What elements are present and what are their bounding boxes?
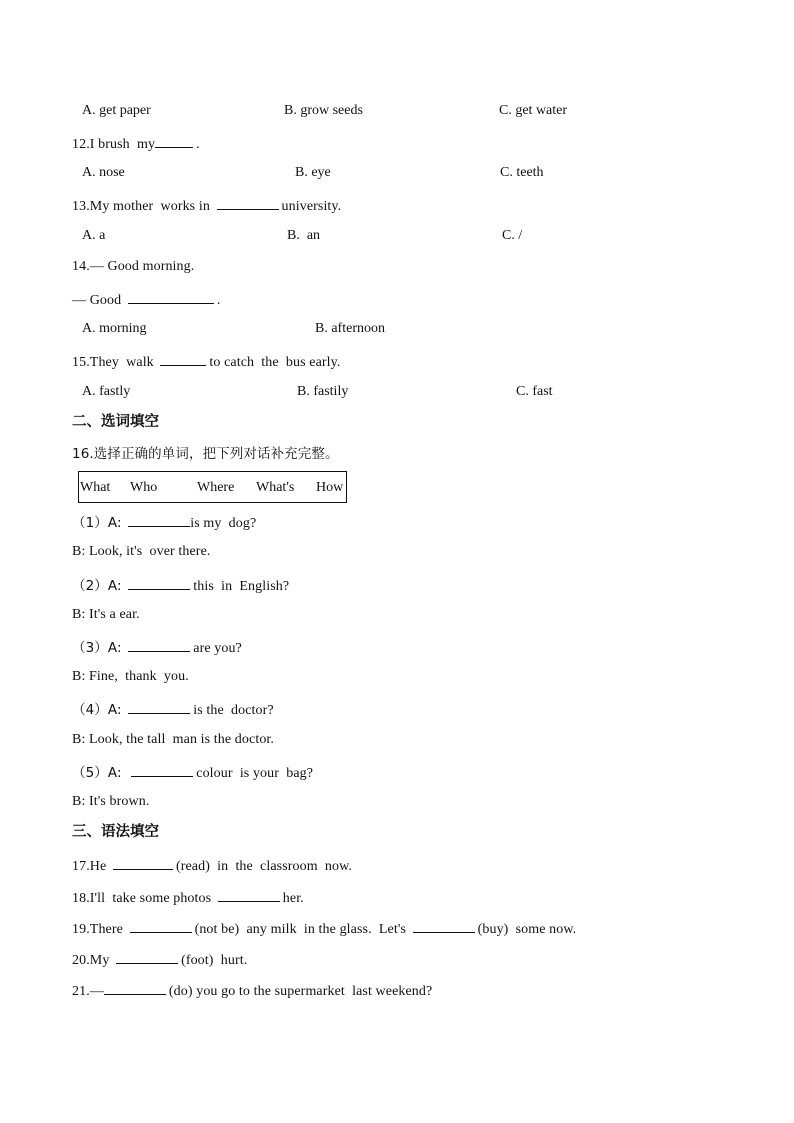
answer-blank xyxy=(104,979,166,995)
q18 xyxy=(72,886,304,909)
q15-stem-text: 15.They walk xyxy=(72,355,154,370)
q21 xyxy=(72,979,432,1002)
item-text: are you? xyxy=(193,641,242,656)
q18-text: 18.I'll take some photos xyxy=(72,891,212,906)
item-text: is my dog? xyxy=(190,516,257,531)
q17-text: 17.He xyxy=(72,859,107,874)
q13-option-b: B. an xyxy=(287,228,321,243)
item-number: （3）A: xyxy=(72,640,122,656)
q12-option-c: C. teeth xyxy=(500,165,544,180)
answer-blank xyxy=(128,511,190,527)
q16-reply: B: Look, the tall man is the doctor. xyxy=(72,732,275,747)
word-bank-word: What's xyxy=(256,480,295,495)
q11-option-b: B. grow seeds xyxy=(284,103,363,118)
q12-option-b: B. eye xyxy=(295,165,331,180)
q19-text-mid: (not be) any milk in the glass. Let's xyxy=(194,922,406,937)
item-text: is the doctor? xyxy=(193,703,274,718)
q15-option-c: C. fast xyxy=(516,384,553,399)
item-text: this in English? xyxy=(193,579,290,594)
q15-option-a: A. fastly xyxy=(82,384,131,399)
q14-stem: 14.— Good morning. xyxy=(72,259,195,274)
q18-text-end: her. xyxy=(282,891,304,906)
q14-reply-text: — Good xyxy=(72,293,122,308)
item-number: （4）A: xyxy=(72,702,122,718)
word-bank-box xyxy=(78,471,347,503)
item-number: （5）A: xyxy=(72,765,122,781)
word-bank-word: Who xyxy=(130,480,158,495)
q13-option-a: A. a xyxy=(82,228,106,243)
q16-item xyxy=(72,698,274,721)
q20 xyxy=(72,948,247,971)
answer-blank xyxy=(160,350,206,366)
answer-blank xyxy=(131,761,193,777)
q12-stem xyxy=(72,132,200,155)
q14-option-b: B. afternoon xyxy=(315,321,385,336)
q21-text: 21.— xyxy=(72,984,104,999)
answer-blank xyxy=(113,854,173,870)
q11-option-c: C. get water xyxy=(499,103,568,118)
q12-stem-end: . xyxy=(196,137,200,152)
q16-reply: B: Look, it's over there. xyxy=(72,544,211,559)
answer-blank xyxy=(217,194,279,210)
q12-stem-text: 12.I brush my xyxy=(72,137,156,152)
q15-stem xyxy=(72,350,340,373)
item-number: （1）A: xyxy=(72,515,122,531)
q16-item xyxy=(72,511,256,534)
section-heading-word-fill: 二、选词填空 xyxy=(72,414,159,430)
q16-reply: B: Fine, thank you. xyxy=(72,669,189,684)
answer-blank xyxy=(130,917,192,933)
q15-option-b: B. fastily xyxy=(297,384,349,399)
answer-blank xyxy=(128,574,190,590)
q17-text-end: (read) in the classroom now. xyxy=(175,859,353,874)
q20-text-end: (foot) hurt. xyxy=(181,953,248,968)
q17 xyxy=(72,854,352,877)
item-text: colour is your bag? xyxy=(196,766,314,781)
q19-text: 19.There xyxy=(72,922,123,937)
q16-item xyxy=(72,574,289,597)
q14-reply xyxy=(72,288,220,311)
q13-option-c: C. / xyxy=(502,228,523,243)
q14-reply-end: . xyxy=(216,293,221,308)
q16-item xyxy=(72,636,242,659)
q16-item xyxy=(72,761,313,784)
q16-reply: B: It's brown. xyxy=(72,794,150,809)
answer-blank xyxy=(218,886,280,902)
q19 xyxy=(72,917,576,940)
q13-stem-end: university. xyxy=(281,199,342,214)
word-bank-word: How xyxy=(316,480,344,495)
section-heading-grammar-fill: 三、语法填空 xyxy=(72,824,159,840)
q21-text-end: (do) you go to the supermarket last weekend? xyxy=(168,984,433,999)
answer-blank xyxy=(116,948,178,964)
q13-stem xyxy=(72,194,341,217)
q16-instruction: 16.选择正确的单词，把下列对话补充完整。 xyxy=(72,446,339,462)
answer-blank xyxy=(128,288,214,304)
answer-blank xyxy=(128,636,190,652)
q16-reply: B: It's a ear. xyxy=(72,607,140,622)
word-bank-word: What xyxy=(80,480,111,495)
word-bank-word: Where xyxy=(197,480,235,495)
q20-text: 20.My xyxy=(72,953,110,968)
answer-blank xyxy=(413,917,475,933)
q12-option-a: A. nose xyxy=(82,165,125,180)
q13-stem-text: 13.My mother works in xyxy=(72,199,210,214)
q14-option-a: A. morning xyxy=(82,321,147,336)
answer-blank xyxy=(128,698,190,714)
q11-option-a: A. get paper xyxy=(82,103,151,118)
q19-text-end: (buy) some now. xyxy=(477,922,577,937)
q15-stem-end: to catch the bus early. xyxy=(209,355,341,370)
item-number: （2）A: xyxy=(72,578,122,594)
answer-blank xyxy=(155,132,193,148)
